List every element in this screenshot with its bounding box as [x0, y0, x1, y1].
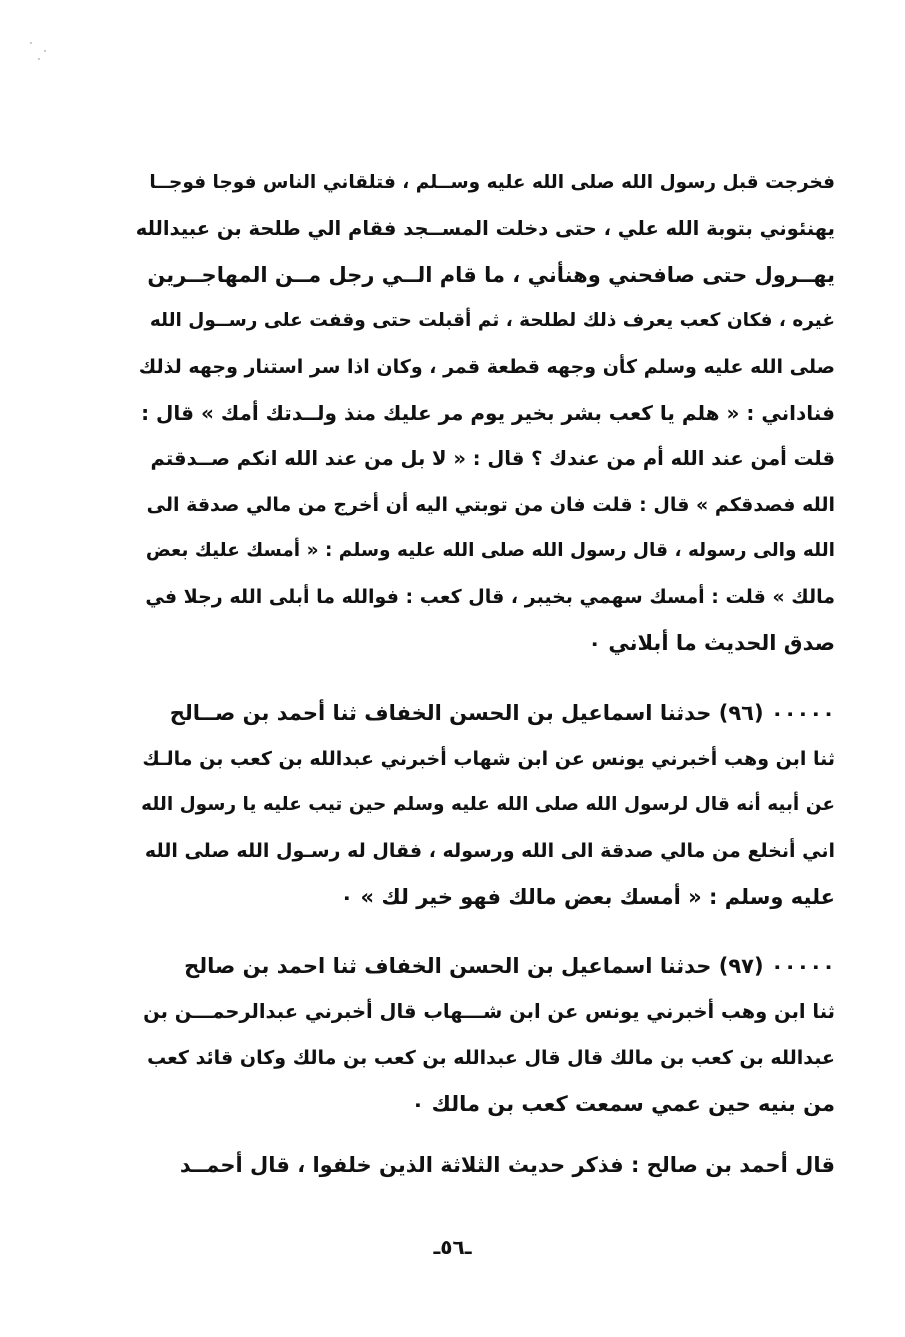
text-line: غيره ، فكان كعب يعرف ذلك لطلحة ، ثم أقبلت حتى وقفت على رســول الله	[149, 310, 835, 331]
text-line: فناداني : « هلم يا كعب بشر بخير يوم مر عليك منذ ولــدتك أمك » قال :	[141, 401, 835, 425]
paragraph-story	[135, 160, 835, 666]
text-line: ثنا ابن وهب أخبرني يونس عن ابن شهاب أخبرني عبدالله بن كعب بن مالـك	[142, 748, 835, 770]
text-line: ثنا ابن وهب أخبرني يونس عن ابن شـــهاب قال أخبرني عبدالرحمـــن بن	[143, 1000, 835, 1023]
page-number: ـ٥٦ـ	[433, 1235, 472, 1259]
scan-speck	[44, 50, 46, 52]
text-line: عليه وسلم : « أمسك بعض مالك فهو خير لك » ٠	[340, 885, 835, 909]
text-line: عن أبيه أنه قال لرسول الله صلى الله عليه وسلم حين تيب عليه يا رسول الله	[141, 794, 835, 815]
text-line: الله فصدقكم » قال : قلت فان من توبتي اليه أن أخرج من مالي صدقة الى	[146, 494, 835, 516]
text-line: فخرجت قبل رسول الله صلى الله عليه وســلم ، فتلقاني الناس فوجا فوجــا	[149, 172, 835, 193]
paragraph-closing	[135, 1142, 835, 1188]
text-line: صلى الله عليه وسلم كأن وجهه قطعة قمر ، وكان اذا سر استنار وجهه لذلك	[138, 356, 835, 378]
paragraph-hadith-97	[135, 943, 835, 1127]
text-line: ٠٠٠٠٠ (٩٧) حدثنا اسماعيل بن الحسن الخفاف ثنا احمد بن صالح	[184, 954, 835, 978]
text-line: صدق الحديث ما أبلاني ٠	[588, 631, 835, 655]
paragraph-hadith-96	[135, 690, 835, 920]
text-line: عبدالله بن كعب بن مالك قال قال عبدالله بن كعب بن مالك وكان قائد كعب	[147, 1047, 835, 1069]
text-line: يهــرول حتى صافحني وهنأني ، ما قام الــي رجل مــن المهاجــرين	[147, 263, 835, 287]
text-line: يهنئوني بتوبة الله علي ، حتى دخلت المســجد فقام الي طلحة بن عبيدالله	[135, 217, 835, 240]
text-line: مالك » قلت : أمسك سهمي بخيبر ، قال كعب : فوالله ما أبلى الله رجلا في	[145, 586, 835, 608]
scan-speck	[38, 58, 40, 60]
text-line: الله والى رسوله ، قال رسول الله صلى الله عليه وسلم : « أمسك عليك بعض	[145, 540, 835, 561]
scan-speck	[30, 42, 32, 44]
text-line: اني أنخلع من مالي صدقة الى الله ورسوله ، فقال له رسـول الله صلى الله	[144, 840, 835, 862]
text-line: قلت أمن عند الله أم من عندك ؟ قال : « لا بل من عند الله انكم صــدقتم	[150, 447, 835, 470]
text-line: من بنيه حين عمي سمعت كعب بن مالك ٠	[411, 1092, 835, 1116]
text-line: قال أحمد بن صالح : فذكر حديث الثلاثة الذين خلفوا ، قال أحمــد	[179, 1153, 835, 1177]
text-line: ٠٠٠٠٠ (٩٦) حدثنا اسماعيل بن الحسن الخفاف ثنا أحمد بن صــالح	[169, 701, 835, 725]
